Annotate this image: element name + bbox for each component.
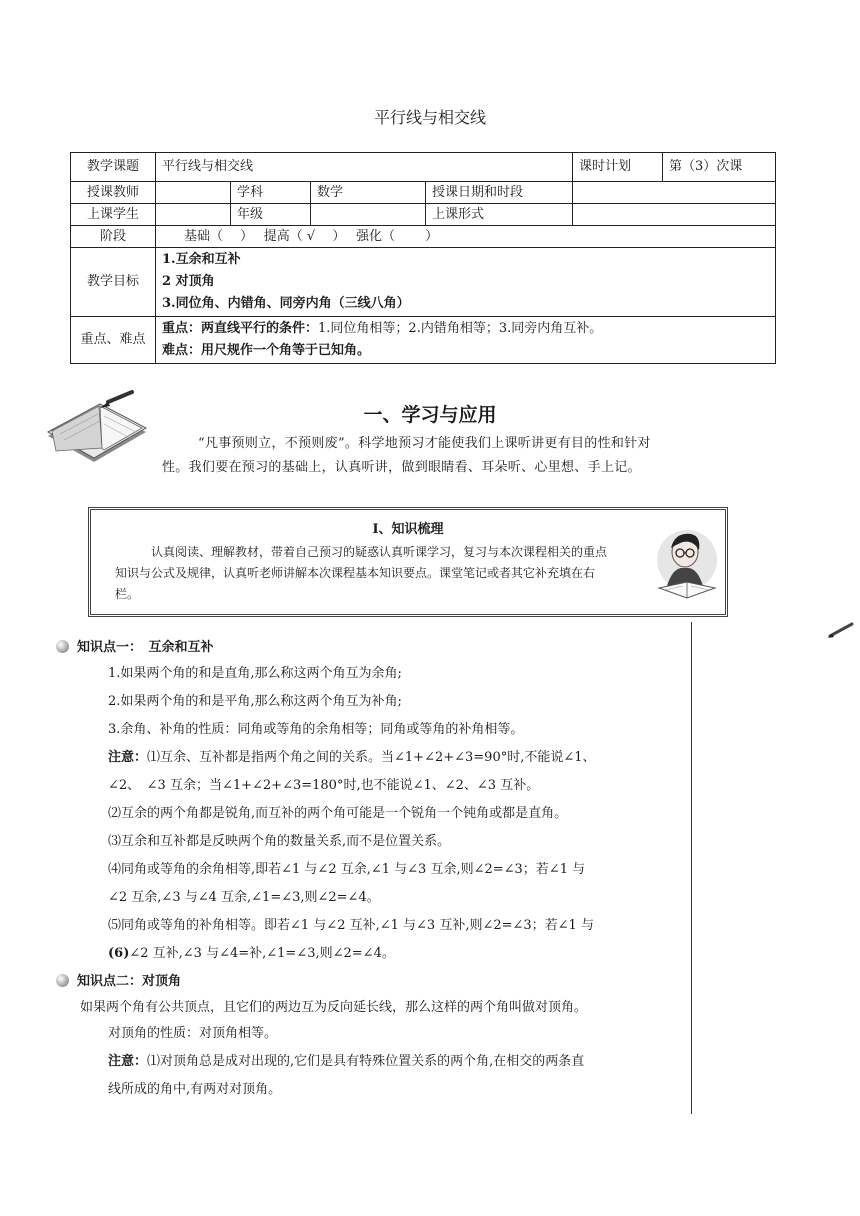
kp1-line: 3.余角、补角的性质：同角或等角的余角相等；同角或等角的补角相等。: [108, 722, 524, 737]
student-label: 上课学生: [71, 204, 156, 226]
kp2-note-row: [108, 1052, 584, 1072]
topic-value: 平行线与相交线: [156, 153, 573, 182]
pen-icon: [826, 620, 856, 640]
kp1-note-line: ⑵互余的两个角都是锐角,而互补的两个角可能是一个锐角一个钝角或都是直角。: [108, 806, 568, 821]
form-value: [573, 204, 776, 226]
goal-item: 1.互余和互补: [162, 252, 241, 267]
goal-item: 2 对顶角: [162, 274, 215, 289]
section-heading: 一、学习与应用: [363, 404, 497, 426]
difficulty: 难点：用尺规作一个角等于已知角。: [162, 343, 371, 358]
form-label: 上课形式: [426, 204, 573, 226]
document-title: 平行线与相交线: [373, 108, 486, 127]
kp1-line: 1.如果两个角的和是直角,那么称这两个角互为余角;: [108, 666, 402, 681]
goals-cell: [156, 248, 776, 317]
kp1-last-marker: (6): [108, 946, 130, 961]
kp1-note-line: ∠2、 ∠3 互余；当∠1+∠2+∠3=180°时,也不能说∠1、∠2、∠3 互补。: [108, 778, 540, 793]
kp1-last-row: [108, 944, 395, 964]
key-point: [162, 318, 769, 340]
key-cell: [156, 317, 776, 364]
grade-label: 年级: [231, 204, 311, 226]
kp2-definition: 如果两个角有公共顶点，且它们的两边互为反向延长线，那么这样的两个角叫做对顶角。: [80, 1000, 588, 1015]
kp2-property: 对顶角的性质：对顶角相等。: [108, 1026, 278, 1041]
kp1-last-line: ∠2 互补,∠3 与∠4=补,∠1=∠3,则∠2=∠4。: [129, 946, 395, 961]
kp1-heading: 知识点一： 互余和互补: [77, 640, 214, 655]
subject-value: 数学: [311, 182, 426, 204]
date-label: 授课日期和时段: [426, 182, 573, 204]
topic-label: 教学课题: [71, 153, 156, 182]
kp1-note-label: 注意：: [108, 750, 148, 765]
date-value: [573, 182, 776, 204]
kp1-note-line: ⑶互余和互补都是反映两个角的数量关系,而不是位置关系。: [108, 834, 451, 849]
kp1-note-row: [108, 748, 596, 768]
intro-line: “凡事预则立，不预则废”。科学地预习才能使我们上课听讲更有目的性和针对: [198, 436, 651, 451]
kp1-heading-row: [56, 638, 214, 658]
goal-item: 3.同位角、内错角、同旁内角（三线八角）: [162, 296, 410, 311]
intro-paragraph: [162, 432, 732, 480]
kp1-note-line: ⑷同角或等角的余角相等,即若∠1 与∠2 互余,∠1 与∠3 互余,则∠2=∠3；若∠1 与: [108, 862, 586, 877]
kp2-note-second: 线所成的角中,有两对对顶角。: [108, 1082, 282, 1097]
grade-value: [311, 204, 426, 226]
reading-student-icon: [653, 526, 721, 606]
kp2-note-label: 注意：: [108, 1054, 148, 1069]
key-point-prefix: 重点：两直线平行的条件：: [162, 321, 319, 336]
key-point-rest: 1.同位角相等；2.内错角相等；3.同旁内角互补。: [318, 321, 603, 336]
key-label: 重点、难点: [71, 317, 156, 364]
notebook-pen-icon: [42, 388, 154, 470]
kp2-heading-row: [56, 972, 181, 992]
goals-label: 教学目标: [71, 248, 156, 317]
lesson-info-table: [70, 152, 776, 364]
teacher-label: 授课教师: [71, 182, 156, 204]
kp2-note-first: ⑴对顶角总是成对出现的,它们是具有特殊位置关系的两个角,在相交的两条直: [147, 1054, 585, 1069]
subject-label: 学科: [231, 182, 311, 204]
stage-label: 阶段: [71, 226, 156, 248]
plan-label: 课时计划: [573, 153, 663, 182]
student-value: [156, 204, 231, 226]
knowledge-box-title: Ⅰ、知识梳理: [372, 522, 444, 537]
kp1-note-line: ⑸同角或等角的补角相等。即若∠1 与∠2 互补,∠1 与∠3 互补,则∠2=∠3；若∠1 与: [108, 918, 594, 933]
bullet-icon: [56, 974, 69, 987]
teacher-value: [156, 182, 231, 204]
knowledge-box-line: 知识与公式及规律，认真听老师讲解本次课程基本知识要点。课堂笔记或者其它补充填在右: [115, 566, 596, 580]
notes-divider-line: [691, 622, 692, 1114]
kp1-note-line: ∠2 互余,∠3 与∠4 互余,∠1=∠3,则∠2=∠4。: [108, 890, 380, 905]
intro-line: 性。我们要在预习的基础上，认真听讲，做到眼睛看、耳朵听、心里想、手上记。: [162, 460, 641, 475]
knowledge-box-line: 认真阅读、理解教材，带着自己预习的疑惑认真听课学习，复习与本次课程相关的重点: [151, 545, 608, 559]
knowledge-box-text: [115, 542, 645, 605]
kp1-note-first: ⑴互余、互补都是指两个角之间的关系。当∠1+∠2+∠3=90°时,不能说∠1、: [147, 750, 596, 765]
knowledge-box-line: 栏。: [115, 587, 140, 601]
kp1-line: 2.如果两个角的和是平角,那么称这两个角互为补角;: [108, 694, 402, 709]
stage-options: 基础（ ） 提高（ √ ） 强化（ ）: [156, 226, 776, 248]
knowledge-review-box: [88, 507, 728, 617]
plan-value: 第（3）次课: [663, 153, 776, 182]
kp2-heading: 知识点二：对顶角: [77, 974, 182, 989]
bullet-icon: [56, 640, 69, 653]
